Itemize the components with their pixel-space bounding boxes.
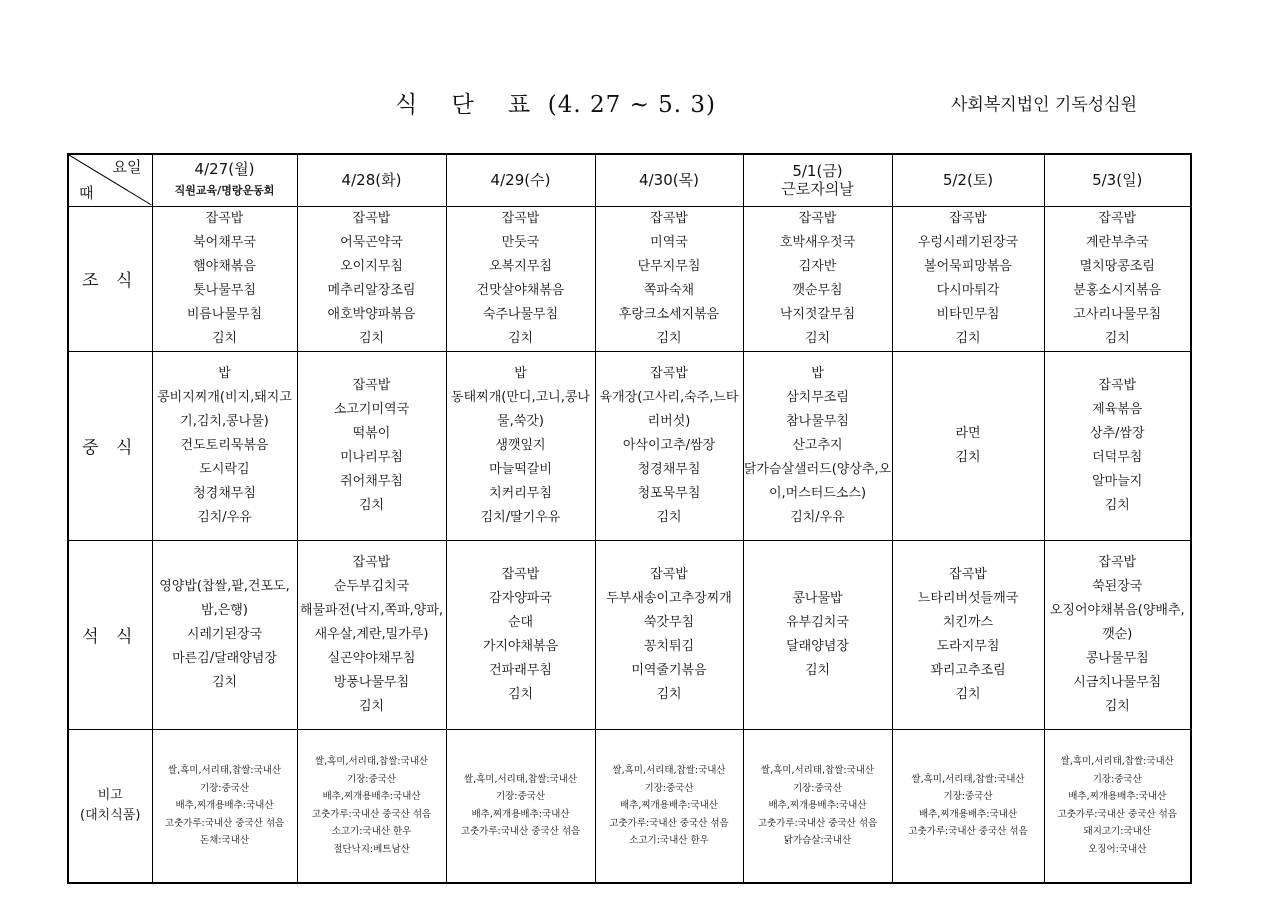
meal-cell xyxy=(892,206,1044,351)
day-header xyxy=(152,154,297,206)
meal-cell xyxy=(892,540,1044,729)
origin-note-item: 오징어:국내산 xyxy=(1088,843,1147,855)
day-header xyxy=(446,154,595,206)
origin-note-item: 배추,찌개용배추:국내산 xyxy=(919,808,1017,820)
meal-label-lunch: 중 식 xyxy=(68,351,152,540)
origin-note-item: 기장:중국산 xyxy=(495,791,546,803)
menu-item: 비름나물무침 xyxy=(186,306,263,322)
origin-note-item: 쌀,흑미,서리태,찹쌀:국내산 xyxy=(760,765,875,776)
menu-item: 잡곡밥 xyxy=(650,365,688,381)
meal-label-breakfast: 조 식 xyxy=(68,206,152,351)
notes-cell xyxy=(297,729,446,883)
header-row xyxy=(68,154,1191,206)
menu-item: 가지야채볶음 xyxy=(482,638,559,654)
menu-item: 쥐어채무침 xyxy=(340,473,403,489)
origin-note-item: 기장:중국산 xyxy=(1092,773,1142,785)
menu-item: 김치 xyxy=(955,330,981,346)
meal-cell xyxy=(1044,351,1191,540)
menu-item: 잡곡밥 xyxy=(949,566,987,582)
menu-item: 잡곡밥 xyxy=(352,554,391,570)
menu-item: 햄야채볶음 xyxy=(193,258,256,274)
meal-cell xyxy=(297,540,446,729)
menu-item: 다시마튀각 xyxy=(936,282,1000,298)
origin-note-item: 소고기:국내산 한우 xyxy=(331,826,412,838)
menu-item: 달래양념장 xyxy=(786,638,849,654)
menu-item: 두부새송이고추장찌개 xyxy=(606,590,732,606)
origin-note-item: 고춧가루:국내산 중국산 섞음 xyxy=(164,817,285,829)
menu-item: 느타리버섯들깨국 xyxy=(917,590,1019,606)
origin-note-item: 기장:중국산 xyxy=(943,791,993,803)
meal-cell xyxy=(152,351,297,540)
menu-item: 잡곡밥 xyxy=(1098,210,1137,226)
menu-item: 호박새우젓국 xyxy=(779,234,856,250)
day-date: 4/27(월) xyxy=(194,160,255,179)
origin-note-item: 기장:중국산 xyxy=(346,773,397,785)
meal-label-dinner: 석 식 xyxy=(68,540,152,729)
menu-item: 비타민무침 xyxy=(936,306,1000,322)
meal-cell xyxy=(892,351,1044,540)
day-date: 4/28(화) xyxy=(341,171,402,190)
day-note: 직원교육/명랑운동회 xyxy=(174,184,275,198)
origin-note-item: 돼지고기:국내산 xyxy=(1083,826,1151,838)
menu-item: 치킨까스 xyxy=(942,614,994,630)
menu-item: 북어채무국 xyxy=(193,234,256,250)
meal-cell xyxy=(595,206,743,351)
lunch-row xyxy=(68,351,1191,540)
day-header xyxy=(297,154,446,206)
menu-item: 볼어묵피망볶음 xyxy=(924,258,1012,274)
menu-item: 제육볶음 xyxy=(1092,401,1143,417)
menu-item: 김치 xyxy=(358,698,385,714)
menu-item: 콩비지찌개(비지,돼지고기,김치,콩나물) xyxy=(157,389,292,429)
notes-cell xyxy=(743,729,892,883)
menu-item: 도라지무침 xyxy=(936,638,1000,654)
menu-item: 오징어야채볶음(양배추,깻순) xyxy=(1049,602,1185,642)
menu-item: 잡곡밥 xyxy=(1098,377,1137,393)
menu-item: 잡곡밥 xyxy=(1098,554,1137,570)
menu-item: 삼치무조림 xyxy=(786,389,849,405)
meal-cell xyxy=(595,351,743,540)
menu-item: 쑥갓무침 xyxy=(643,614,695,630)
notes-label-line: (대치식품) xyxy=(80,807,141,823)
menu-item: 순두부김치국 xyxy=(333,578,410,594)
day-header xyxy=(595,154,743,206)
menu-item: 소고기미역국 xyxy=(333,401,410,417)
meal-cell xyxy=(743,206,892,351)
menu-item: 단무지무침 xyxy=(637,258,701,274)
breakfast-row xyxy=(68,206,1191,351)
menu-item: 순대 xyxy=(507,614,534,630)
menu-item: 김치 xyxy=(507,330,534,346)
menu-item: 후랑크소세지볶음 xyxy=(618,306,720,322)
menu-item: 시레기된장국 xyxy=(186,626,263,642)
menu-item: 김치 xyxy=(804,662,831,678)
meal-cell xyxy=(1044,206,1191,351)
menu-item: 계란부추국 xyxy=(1085,234,1149,250)
menu-item: 우렁시레기된장국 xyxy=(917,234,1019,250)
origin-note-item: 기장:중국산 xyxy=(199,782,250,794)
menu-item: 밥 xyxy=(218,365,231,381)
menu-item: 밥 xyxy=(514,365,527,381)
menu-item: 더덕무침 xyxy=(1092,449,1143,465)
menu-item: 떡볶이 xyxy=(352,425,391,441)
notes-cell xyxy=(1044,729,1191,883)
menu-item: 닭가슴살샐러드(양상추,오이,머스터드소스) xyxy=(743,461,892,501)
meal-cell xyxy=(152,206,297,351)
meal-cell xyxy=(1044,540,1191,729)
origin-note-item: 고춧가루:국내산 중국산 섞음 xyxy=(757,817,878,829)
menu-item: 숙주나물무침 xyxy=(482,306,559,322)
menu-item: 잡곡밥 xyxy=(205,210,244,226)
menu-item: 영양밥(찹쌀,팥,건포도,밤,은행) xyxy=(159,578,290,618)
menu-item: 꽁치튀김 xyxy=(643,638,695,654)
menu-item: 동태찌개(만디,고니,콩나물,쑥갓) xyxy=(451,389,590,429)
notes-cell xyxy=(595,729,743,883)
notes-cell xyxy=(892,729,1044,883)
day-note: 근로자의날 xyxy=(781,180,854,199)
menu-item: 잡곡밥 xyxy=(650,566,688,582)
menu-item: 마른김/달래양념장 xyxy=(172,650,277,666)
menu-item: 알마늘지 xyxy=(1092,473,1143,489)
day-date: 4/29(수) xyxy=(490,171,551,190)
menu-item: 잡곡밥 xyxy=(650,210,688,226)
day-header xyxy=(892,154,1044,206)
origin-note-item: 기장:중국산 xyxy=(644,782,694,794)
menu-item: 김치 xyxy=(507,686,534,702)
menu-item: 만둣국 xyxy=(501,234,540,250)
origin-note-item: 고춧가루:국내산 중국산 섞음 xyxy=(908,826,1028,838)
notes-cell xyxy=(446,729,595,883)
menu-item: 시금치나물무침 xyxy=(1073,674,1162,690)
menu-item: 잡곡밥 xyxy=(352,377,391,393)
menu-item: 육개장(고사리,숙주,느타리버섯) xyxy=(599,389,739,429)
menu-item: 김치 xyxy=(211,330,238,346)
menu-item: 아삭이고추/쌈장 xyxy=(622,437,716,453)
origin-note-item: 배추,찌개용배추:국내산 xyxy=(620,800,718,811)
menu-item: 김치 xyxy=(1104,330,1130,346)
meal-cell xyxy=(743,540,892,729)
menu-item: 애호박양파볶음 xyxy=(327,306,416,322)
menu-item: 잡곡밥 xyxy=(949,210,987,226)
origin-note-item: 배추,찌개용배추:국내산 xyxy=(322,791,421,803)
origin-note-item: 고춧가루:국내산 중국산 섞음 xyxy=(609,817,729,829)
menu-item: 김치 xyxy=(656,330,682,346)
menu-item: 건맛살야채볶음 xyxy=(476,282,565,298)
menu-item: 콩나물밥 xyxy=(792,590,843,606)
menu-item: 어묵곤약국 xyxy=(340,234,403,250)
menu-item: 해물파전(낙지,쪽파,양파,새우살,계란,밀가루) xyxy=(299,602,444,642)
notes-label xyxy=(68,729,152,883)
menu-item: 오복지무침 xyxy=(489,258,552,274)
menu-item: 김치 xyxy=(358,330,385,346)
menu-item: 미역줄기볶음 xyxy=(631,662,707,678)
menu-item: 밥 xyxy=(811,365,824,381)
menu-item: 산고추지 xyxy=(792,437,843,453)
origin-note-item: 쌀,흑미,서리태,찹쌀:국내산 xyxy=(314,756,429,768)
corner-day-label: 요일 xyxy=(112,158,142,177)
notes-label-line: 비고 xyxy=(97,787,123,803)
meal-cell xyxy=(446,206,595,351)
menu-table xyxy=(67,153,1192,884)
day-date: 5/3(일) xyxy=(1092,171,1143,190)
meal-cell xyxy=(152,540,297,729)
menu-item: 김치/우유 xyxy=(790,509,845,525)
menu-item: 김치 xyxy=(1104,497,1130,513)
menu-item: 오이지무침 xyxy=(340,258,403,274)
origin-note-item: 배추,찌개용배추:국내산 xyxy=(175,800,274,811)
menu-item: 청경채무침 xyxy=(193,485,256,501)
menu-item: 잡곡밥 xyxy=(501,210,540,226)
origin-note-item: 돈채:국내산 xyxy=(199,835,250,846)
origin-note-item: 고춧가루:국내산 중국산 섞음 xyxy=(460,826,581,838)
day-date: 4/30(목) xyxy=(639,171,699,190)
menu-item: 깻순무침 xyxy=(792,282,843,298)
origin-note-item: 고춧가루:국내산 중국산 섞음 xyxy=(311,808,432,820)
origin-note-item: 배추,찌개용배추:국내산 xyxy=(768,800,867,811)
menu-item: 청경채무침 xyxy=(637,461,701,477)
menu-item: 상추/쌈장 xyxy=(1089,425,1145,441)
menu-item: 김치 xyxy=(1104,698,1130,714)
menu-item: 멸치땅콩조림 xyxy=(1079,258,1155,274)
origin-note-item: 소고기:국내산 한우 xyxy=(629,835,709,846)
dinner-row xyxy=(68,540,1191,729)
menu-item: 김치 xyxy=(656,686,682,702)
menu-item: 김치 xyxy=(955,686,981,702)
menu-item: 꽈리고추조림 xyxy=(930,662,1006,678)
corner-cell xyxy=(68,154,152,206)
notes-cell xyxy=(152,729,297,883)
origin-note-item: 기장:중국산 xyxy=(792,782,843,794)
meal-cell xyxy=(446,540,595,729)
menu-item: 김치 xyxy=(656,509,682,525)
menu-item: 김치 xyxy=(955,449,981,465)
menu-item: 참나물무침 xyxy=(786,413,849,429)
meal-cell xyxy=(743,351,892,540)
menu-item: 미역국 xyxy=(650,234,688,250)
title-row xyxy=(0,86,1280,116)
menu-item: 김치 xyxy=(804,330,831,346)
menu-item: 생깻잎지 xyxy=(495,437,546,453)
menu-item: 김치 xyxy=(358,497,385,513)
menu-item: 마늘떡갈비 xyxy=(489,461,552,477)
menu-item: 고사리나물무침 xyxy=(1073,306,1162,322)
menu-item: 잡곡밥 xyxy=(352,210,391,226)
meal-cell xyxy=(595,540,743,729)
day-date: 5/1(금) xyxy=(792,162,843,181)
menu-item: 건파래무침 xyxy=(489,662,552,678)
meal-cell xyxy=(297,351,446,540)
menu-item: 김자반 xyxy=(798,258,837,274)
menu-item: 청포묵무침 xyxy=(637,485,701,501)
menu-item: 잡곡밥 xyxy=(798,210,837,226)
page-title: 식 단 표 (4. 27 ~ 5. 3) xyxy=(395,92,717,118)
menu-item: 유부김치국 xyxy=(786,614,849,630)
meal-cell xyxy=(446,351,595,540)
menu-item: 김치/우유 xyxy=(197,509,252,525)
menu-item: 미나리무침 xyxy=(340,449,403,465)
corner-time-label: 때 xyxy=(79,184,94,203)
origin-note-item: 쌀,흑미,서리태,찹쌀:국내산 xyxy=(612,765,726,776)
menu-item: 도시락김 xyxy=(199,461,250,477)
origin-note-item: 쌀,흑미,서리태,찹쌀:국내산 xyxy=(167,765,282,776)
menu-item: 김치 xyxy=(211,674,238,690)
menu-item: 치커리무침 xyxy=(489,485,552,501)
organization-name: 사회복지법인 기독성심원 xyxy=(951,95,1138,115)
menu-item: 방풍나물무침 xyxy=(333,674,410,690)
day-date: 5/2(토) xyxy=(942,171,994,190)
origin-note-item: 절단낙지:베트남산 xyxy=(333,843,410,855)
menu-item: 잡곡밥 xyxy=(501,566,540,582)
meal-cell xyxy=(297,206,446,351)
menu-item: 실곤약야채무침 xyxy=(327,650,416,666)
day-header xyxy=(1044,154,1191,206)
menu-item: 메추리알장조림 xyxy=(327,282,416,298)
menu-item: 콩나물무침 xyxy=(1085,650,1149,666)
menu-item: 건도토리묵볶음 xyxy=(180,437,269,453)
origin-note-item: 배추,찌개용배추:국내산 xyxy=(471,808,570,820)
menu-item: 톳나물무침 xyxy=(193,282,256,298)
origin-note-item: 닭가슴살:국내산 xyxy=(783,835,852,846)
origin-note-item: 쌀,흑미,서리태,찹쌀:국내산 xyxy=(1060,756,1174,768)
menu-item: 분홍소시지볶음 xyxy=(1073,282,1162,298)
origin-note-item: 쌀,흑미,서리태,찹쌀:국내산 xyxy=(911,773,1025,785)
origin-note-item: 쌀,흑미,서리태,찹쌀:국내산 xyxy=(463,773,578,785)
menu-item: 라면 xyxy=(955,425,981,441)
origin-note-item: 고춧가루:국내산 중국산 섞음 xyxy=(1057,808,1177,820)
menu-item: 김치/딸기우유 xyxy=(480,509,561,525)
origin-note-item: 배추,찌개용배추:국내산 xyxy=(1068,791,1167,803)
menu-item: 쪽파숙채 xyxy=(643,282,695,298)
menu-item: 감자양파국 xyxy=(489,590,552,606)
notes-row xyxy=(68,729,1191,883)
menu-item: 낙지젓갈무침 xyxy=(779,306,856,322)
day-header xyxy=(743,154,892,206)
menu-item: 쑥된장국 xyxy=(1092,578,1143,594)
